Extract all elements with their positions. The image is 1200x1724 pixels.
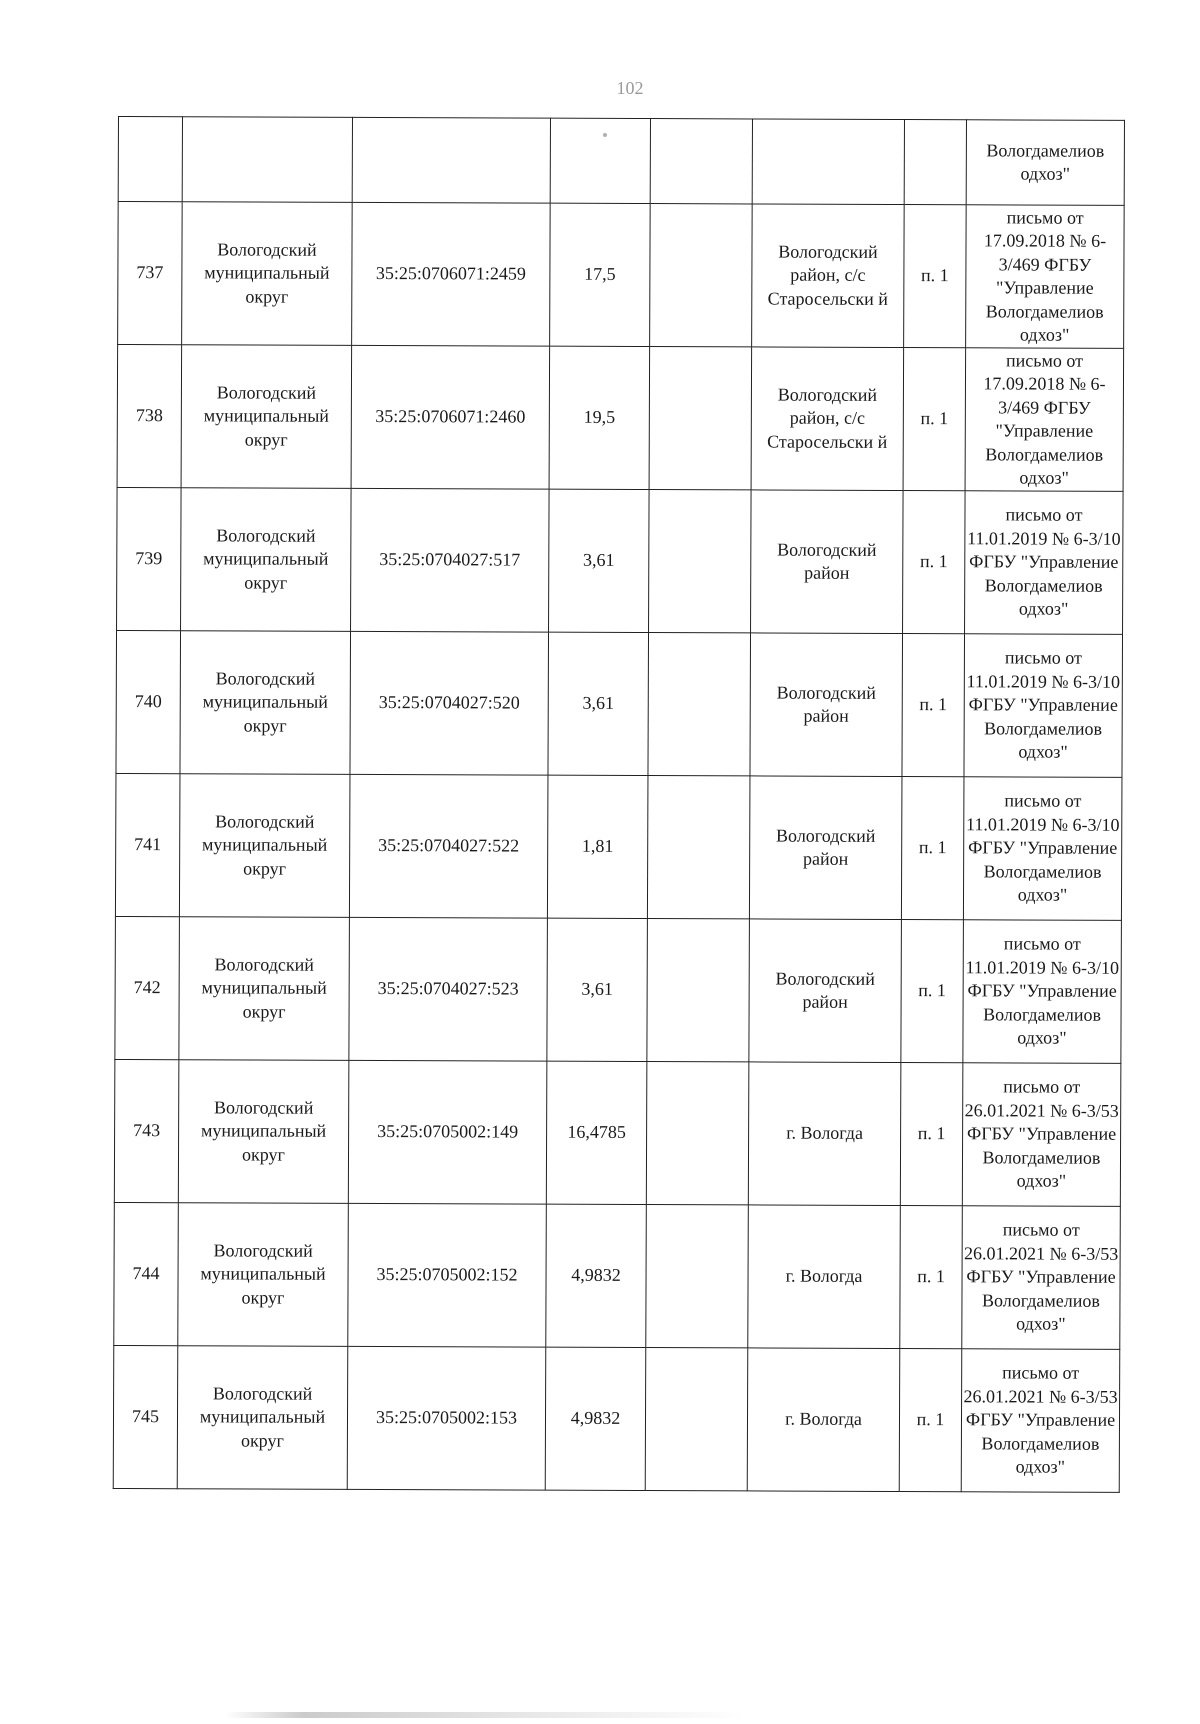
cell-cadastral: 35:25:0705002:153	[347, 1346, 546, 1490]
cell-point: п. 1	[901, 777, 964, 920]
cell-num: 740	[116, 630, 181, 773]
cell-area: 16,4785	[546, 1061, 647, 1204]
cell-okrug: Вологодский муниципальный округ	[179, 774, 350, 918]
cell-okrug: Вологодский муниципальный округ	[179, 917, 350, 1061]
cell-okrug: Вологодский муниципальный округ	[180, 631, 351, 775]
cell-empty	[646, 1062, 749, 1205]
cell-point: п. 1	[903, 491, 966, 634]
cell-cadastral	[352, 117, 550, 203]
cell-num: 745	[113, 1345, 178, 1488]
cell-point: п. 1	[904, 205, 967, 348]
cell-location: Вологодский район	[749, 776, 902, 920]
cell-location: г. Вологда	[747, 1348, 900, 1492]
table-row	[117, 345, 1124, 492]
cell-area: 3,61	[549, 489, 650, 632]
scan-speck	[603, 133, 607, 137]
table-row	[115, 916, 1122, 1063]
cell-note: письмо от 17.09.2018 № 6-3/469 ФГБУ "Управление Вологдамелиов одхоз"	[965, 348, 1124, 492]
cell-area: 17,5	[550, 203, 651, 346]
land-plots-table	[113, 116, 1125, 1493]
cell-point: п. 1	[899, 1349, 962, 1492]
cell-point: п. 1	[902, 634, 965, 777]
cell-area: 19,5	[549, 346, 650, 489]
table-row	[114, 1059, 1121, 1206]
cell-empty	[648, 633, 751, 776]
cell-cadastral: 35:25:0704027:517	[351, 488, 550, 632]
table-row	[116, 630, 1123, 777]
cell-empty	[650, 119, 752, 204]
cell-empty	[649, 347, 752, 490]
cell-num: 742	[115, 916, 180, 1059]
cell-point: п. 1	[903, 348, 966, 491]
cell-location: Вологодский район, с/с Старосельски й	[752, 204, 905, 348]
cell-note: письмо от 11.01.2019 № 6-3/10 ФГБУ "Управление Вологдамелиов одхоз"	[963, 920, 1122, 1064]
cell-location: Вологодский район	[750, 633, 903, 777]
cell-note: письмо от 11.01.2019 № 6-3/10 ФГБУ "Управление Вологдамелиов одхоз"	[963, 777, 1122, 921]
cell-note: письмо от 26.01.2021 № 6-3/53 ФГБУ "Управление Вологдамелиов одхоз"	[962, 1206, 1121, 1350]
cell-cadastral: 35:25:0704027:522	[349, 774, 548, 918]
cell-okrug: Вологодский муниципальный округ	[181, 488, 352, 632]
cell-area	[550, 118, 650, 203]
cell-okrug: Вологодский муниципальный округ	[178, 1060, 349, 1204]
cell-location	[752, 119, 904, 205]
table-body	[113, 117, 1124, 1493]
table-row	[113, 1345, 1120, 1492]
cell-note: письмо от 26.01.2021 № 6-3/53 ФГБУ "Управление Вологдамелиов одхоз"	[962, 1063, 1121, 1207]
cell-note: письмо от 11.01.2019 № 6-3/10 ФГБУ "Управление Вологдамелиов одхоз"	[965, 491, 1124, 635]
cell-empty	[647, 776, 750, 919]
table-row	[115, 773, 1122, 920]
cell-area: 4,9832	[546, 1204, 647, 1347]
cell-location: Вологодский район, с/с Старосельски й	[751, 347, 904, 491]
cell-empty	[647, 919, 750, 1062]
cell-point: п. 1	[900, 1063, 963, 1206]
table-row	[117, 487, 1124, 634]
cell-point	[904, 120, 966, 205]
cell-location: г. Вологда	[748, 1062, 901, 1206]
cell-note: письмо от 26.01.2021 № 6-3/53 ФГБУ "Управление Вологдамелиов одхоз"	[961, 1349, 1120, 1493]
cell-num	[118, 117, 182, 202]
cell-empty	[649, 490, 752, 633]
cell-empty	[650, 204, 753, 347]
cell-cadastral: 35:25:0705002:149	[348, 1060, 547, 1204]
table-row	[114, 1202, 1121, 1349]
cell-note: письмо от 11.01.2019 № 6-3/10 ФГБУ "Управление Вологдамелиов одхоз"	[964, 634, 1123, 778]
cell-okrug: Вологодский муниципальный округ	[181, 345, 352, 489]
cell-cadastral: 35:25:0706071:2459	[352, 202, 551, 346]
cell-okrug: Вологодский муниципальный округ	[177, 1346, 348, 1490]
cell-location: Вологодский район	[751, 490, 904, 634]
cell-num: 739	[117, 487, 182, 630]
table-row	[118, 202, 1125, 349]
cell-cadastral: 35:25:0704027:520	[350, 631, 549, 775]
cell-point: п. 1	[900, 1206, 963, 1349]
cell-okrug: Вологодский муниципальный округ	[182, 202, 353, 346]
cell-num: 744	[114, 1202, 179, 1345]
cell-area: 4,9832	[545, 1347, 646, 1490]
cell-num: 737	[118, 202, 183, 345]
cell-note: Вологдамелиов одхоз"	[966, 120, 1124, 206]
cell-cadastral: 35:25:0705002:152	[348, 1203, 547, 1347]
cell-num: 743	[114, 1059, 179, 1202]
cell-okrug: Вологодский муниципальный округ	[178, 1203, 349, 1347]
cell-okrug	[182, 117, 352, 203]
cell-note: письмо от 17.09.2018 № 6-3/469 ФГБУ "Управление Вологдамелиов одхоз"	[966, 205, 1125, 349]
cell-empty	[645, 1348, 748, 1491]
cell-area: 3,61	[547, 918, 648, 1061]
page-number: 102	[616, 78, 644, 98]
cell-point: п. 1	[901, 920, 964, 1063]
scan-artifact	[225, 1712, 745, 1718]
cell-cadastral: 35:25:0706071:2460	[351, 345, 550, 489]
table-row-continuation	[118, 117, 1124, 206]
cell-cadastral: 35:25:0704027:523	[349, 917, 548, 1061]
cell-num: 738	[117, 345, 182, 488]
cell-num: 741	[115, 773, 180, 916]
cell-area: 3,61	[548, 632, 649, 775]
cell-area: 1,81	[547, 775, 648, 918]
cell-location: Вологодский район	[749, 919, 902, 1063]
cell-empty	[646, 1205, 749, 1348]
cell-location: г. Вологда	[748, 1205, 901, 1349]
